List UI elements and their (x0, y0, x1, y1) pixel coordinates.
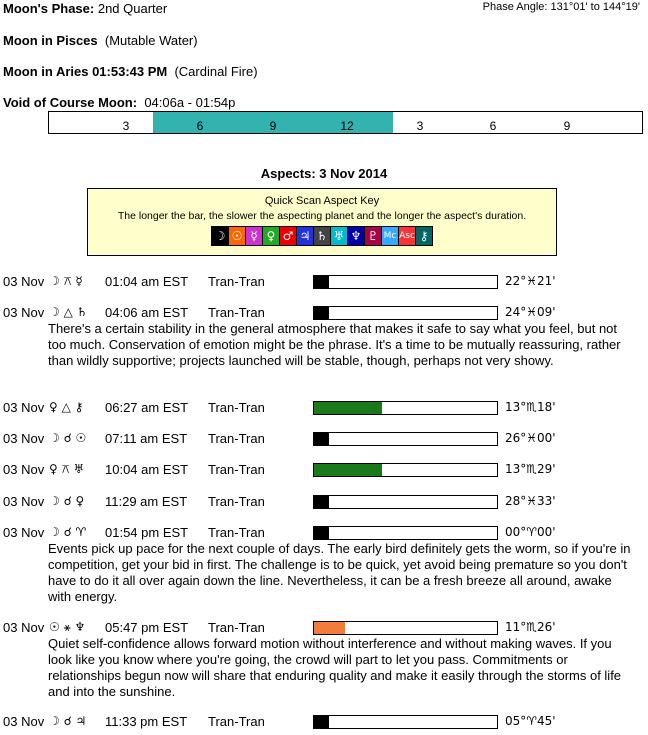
aspect-time: 07:11 am EST (105, 431, 188, 446)
aspect-duration-fill (314, 402, 382, 414)
aspect-position: 00°♈00' (505, 525, 556, 539)
aspect-duration-fill (314, 464, 382, 476)
aspect-date: 03 Nov (3, 494, 45, 509)
aspect-glyphs: ☽ ☌ ♃ (49, 714, 87, 728)
aspect-date: 03 Nov (3, 400, 45, 415)
aspect-date: 03 Nov (3, 431, 45, 446)
moon-sign-2-value: (Cardinal Fire) (174, 64, 258, 79)
aspect-type: Tran-Tran (208, 525, 265, 540)
aspect-glyphs: ☽ △ ♄ (49, 305, 88, 319)
aspect-row (3, 714, 648, 732)
moon-phase (3, 1, 167, 16)
aspect-duration-bar (313, 526, 498, 540)
planet-key-swatch: Asc (399, 227, 416, 245)
aspect-date: 03 Nov (3, 525, 45, 540)
aspect-duration-bar (313, 715, 498, 729)
planet-key-swatch: ♆ (348, 227, 365, 245)
aspect-date: 03 Nov (3, 462, 45, 477)
aspect-position: 28°♓33' (505, 494, 556, 508)
aspect-description: Events pick up pace for the next couple of days. The early bird definitely gets the worm, so if you're in competition, get your bid in first. The challenge is to be quick, yet avoid being premature so you don't have to do it all over again down the line. Nevertheless, it can be a fresh breeze all around, awake with energy. (48, 541, 631, 604)
timebar-hour-label: 9 (269, 119, 277, 133)
planet-key-swatch: ♀ (263, 227, 280, 245)
aspect-glyphs: ♀ ⚻ ♅ (49, 462, 85, 476)
aspect-glyphs: ☽ ☌ ♀ (49, 494, 85, 508)
aspect-duration-fill (314, 276, 329, 288)
aspect-duration-fill (314, 622, 345, 634)
aspect-glyphs: ☉ ⚹ ♆ (49, 620, 86, 634)
aspect-time: 11:29 am EST (105, 494, 188, 509)
aspect-duration-fill (314, 433, 329, 445)
moon-sign-2-label: Moon in Aries 01:53:43 PM (3, 64, 168, 79)
aspect-type: Tran-Tran (208, 431, 265, 446)
moon-sign-1-label: Moon in Pisces (3, 33, 98, 48)
aspect-type: Tran-Tran (208, 494, 265, 509)
aspect-time: 11:33 pm EST (105, 714, 188, 729)
void-of-course-value: 04:06a - 01:54p (144, 95, 236, 110)
aspect-date: 03 Nov (3, 714, 45, 729)
moon-sign-1 (3, 33, 198, 48)
planet-key-swatch: Mc (382, 227, 399, 245)
aspect-row (3, 400, 648, 418)
aspects-title: Aspects: 3 Nov 2014 (260, 166, 388, 181)
aspect-description: Quiet self-confidence allows forward motion without interference and without making waves. If you look like you know where you're going, the crowd will part to let you pass. Commitments or relationships begun now will share that enduring quality and make it easily through the storms of life and into the sunshine. (48, 636, 622, 699)
aspect-duration-bar (313, 495, 498, 509)
moon-phase-label: Moon's Phase: (3, 1, 95, 16)
void-of-course (3, 95, 235, 110)
planet-key-swatch: ☉ (229, 227, 246, 245)
aspect-duration-bar (313, 275, 498, 289)
timebar-hour-label: 3 (122, 119, 130, 133)
aspect-row (3, 274, 648, 292)
timebar-hour-label: 3 (416, 119, 424, 133)
moon-sign-2 (3, 64, 258, 79)
void-of-course-timebar (48, 111, 643, 134)
aspect-key-title: Quick Scan Aspect Key (264, 195, 380, 207)
aspect-position: 26°♓00' (505, 431, 556, 445)
aspect-date: 03 Nov (3, 620, 45, 635)
aspect-position: 05°♈45' (505, 714, 556, 728)
planet-key-swatch: ☽ (212, 227, 229, 245)
timebar-hour-label: 9 (563, 119, 571, 133)
aspect-type: Tran-Tran (208, 462, 265, 477)
aspect-glyphs: ☽ ☌ ♈ (49, 525, 87, 539)
aspect-time: 01:54 pm EST (105, 525, 189, 540)
aspect-duration-bar (313, 401, 498, 415)
aspect-row (3, 431, 648, 449)
aspect-duration-bar (313, 306, 498, 320)
aspect-date: 03 Nov (3, 305, 45, 320)
void-of-course-label: Void of Course Moon: (3, 95, 138, 110)
aspect-time: 10:04 am EST (105, 462, 189, 477)
planet-key-swatch: ♃ (297, 227, 314, 245)
planet-key-swatch: ♅ (331, 227, 348, 245)
timebar-hour-label: 6 (196, 119, 204, 133)
moon-phase-value: 2nd Quarter (97, 1, 168, 16)
aspect-key-subtitle: The longer the bar, the slower the aspecting planet and the longer the aspect's duration. (117, 210, 527, 222)
aspect-position: 24°♓09' (505, 305, 556, 319)
aspect-time: 01:04 am EST (105, 274, 189, 289)
aspect-row (3, 462, 648, 480)
aspect-duration-fill (314, 716, 329, 728)
aspect-key-box (87, 188, 557, 256)
aspect-type: Tran-Tran (208, 714, 265, 729)
timebar-hour-label: 6 (489, 119, 497, 133)
aspect-description: There's a certain stability in the general atmosphere that makes it safe to say what you feel, but not too much. Conservation of emotion might be the phrase. It's a time to be mutually reassuring, rather than wildly supportive; projects launched will be stable, though, perhaps not very showy. (48, 321, 621, 368)
aspect-glyphs: ☽ ☌ ☉ (49, 431, 87, 445)
planet-key-swatch: ⚷ (416, 227, 432, 245)
aspect-row (3, 494, 648, 512)
moon-sign-1-value: (Mutable Water) (104, 33, 198, 48)
aspect-duration-fill (314, 307, 329, 319)
aspect-type: Tran-Tran (208, 400, 265, 415)
aspect-type: Tran-Tran (208, 274, 265, 289)
aspect-duration-bar (313, 621, 498, 635)
planet-key-swatch: ♄ (314, 227, 331, 245)
aspect-duration-bar (313, 432, 498, 446)
aspect-duration-fill (314, 527, 329, 539)
aspect-glyphs: ♀ △ ⚷ (49, 400, 84, 414)
phase-angle: Phase Angle: 131°01' to 144°19' (482, 1, 640, 13)
planet-color-key (211, 226, 433, 246)
aspect-position: 13°♏29' (505, 462, 556, 476)
planet-key-swatch: ☿ (246, 227, 263, 245)
aspect-glyphs: ☽ ⚻ ☿ (49, 274, 83, 288)
timebar-hour-label: 12 (340, 119, 354, 133)
aspect-duration-fill (314, 496, 329, 508)
aspect-time: 05:47 pm EST (105, 620, 189, 635)
aspect-date: 03 Nov (3, 274, 45, 289)
planet-key-swatch: ♂ (280, 227, 297, 245)
planet-key-swatch: ♇ (365, 227, 382, 245)
aspect-type: Tran-Tran (208, 620, 265, 635)
aspect-position: 13°♏18' (505, 400, 556, 414)
aspect-time: 04:06 am EST (105, 305, 189, 320)
aspect-time: 06:27 am EST (105, 400, 189, 415)
aspect-position: 11°♏26' (505, 620, 556, 634)
aspect-position: 22°♓21' (505, 274, 556, 288)
aspect-type: Tran-Tran (208, 305, 265, 320)
aspect-duration-bar (313, 463, 498, 477)
